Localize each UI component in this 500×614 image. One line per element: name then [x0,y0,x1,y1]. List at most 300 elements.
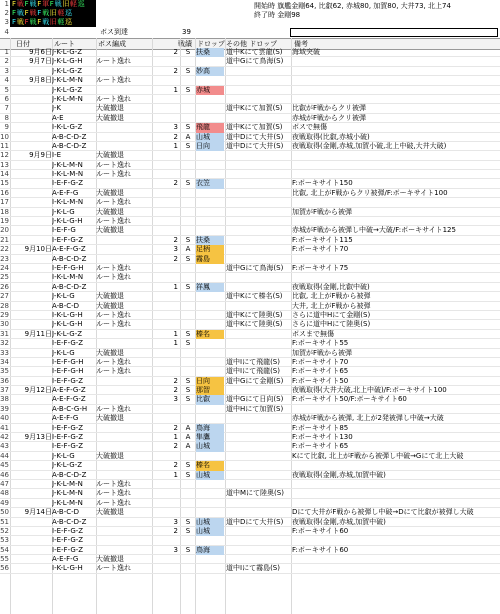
date-cell[interactable]: 9月11日 [24,329,52,338]
table-row[interactable] [0,461,500,470]
boss-formation-cell[interactable]: 大破撤退 [96,348,124,357]
route-cell[interactable]: J-K-L-M-N [52,76,83,85]
table-row[interactable] [0,264,500,273]
boss-formation-cell[interactable]: ルート逸れ [96,57,131,66]
selected-cell-box[interactable] [290,28,498,37]
notes-cell[interactable]: 夜戦取得(金剛,赤城,加賀小破,北上中破,大井大破) [292,141,447,150]
result-cell[interactable]: 1 [173,85,178,94]
table-row[interactable] [0,442,500,451]
col-drop[interactable]: ドロップ [197,40,225,48]
route-cell[interactable]: A-E-F-G [52,555,79,564]
row-number: 3 [4,18,9,26]
route-cell[interactable]: I-E-F-G-Z [52,536,84,545]
notes-cell[interactable]: 海域突破 [292,48,320,56]
table-row[interactable] [0,339,500,348]
route-cell[interactable]: J-K-L-M-N [52,94,83,103]
notes-cell[interactable]: 比叡, 北上がF戦から被弾 [292,292,371,301]
other-drop-cell[interactable]: 道中Dにて大井(S) [226,132,284,141]
other-drop-cell[interactable]: 道中Dにて大井(S) [226,141,284,150]
rank-cell[interactable]: S [185,461,191,470]
rank-cell[interactable]: S [185,395,191,404]
row-number: 4 [4,28,9,36]
col-route[interactable]: ルート [54,40,75,48]
route-cell[interactable]: J-K-L-G-H [52,57,83,66]
rank-cell[interactable]: S [185,329,191,338]
route-cell[interactable]: I-K-L-G-H [52,564,83,573]
other-drop-cell[interactable]: 道中Iにて飛龍(S) [226,357,280,366]
route-cell[interactable]: J-K-L-G-Z [52,66,83,75]
table-row[interactable] [0,480,500,489]
date-cell[interactable]: 9月10日 [24,245,52,254]
table-row[interactable] [0,273,500,282]
other-drop-cell[interactable]: 道中Kにて加賀(S) [226,123,283,132]
rank-cell[interactable]: A [185,132,191,141]
notes-cell[interactable]: 赤城がF戦からクリ被弾 [292,113,367,122]
route-cell[interactable]: I-K-L-M-N [52,273,84,282]
col-notes[interactable]: 備考 [294,40,308,48]
other-drop-cell[interactable]: 道中Gにて鳥海(S) [226,263,284,272]
notes-cell[interactable]: ボスまで無傷 [292,329,334,338]
table-row[interactable] [0,76,500,85]
notes-cell[interactable]: 夜戦取得(金剛,比叡中破) [292,282,370,291]
date-cell[interactable]: 9月13日 [24,433,52,442]
rank-cell[interactable]: A [185,423,191,432]
route-cell[interactable]: A-E-F-G-Z [52,386,86,395]
other-drop-cell[interactable]: 道中Gにて金剛(S) [226,376,284,385]
rank-cell[interactable]: A [185,245,191,254]
boss-formation-cell[interactable]: 大破撤退 [96,113,124,122]
result-cell[interactable]: 3 [173,123,178,132]
notes-cell[interactable]: 比叡, 北上がF戦からクリ被弾/F:ボーキサイト100 [292,188,448,197]
result-cell[interactable]: 1 [173,339,178,348]
notes-cell[interactable]: 比叡がF戦からクリ被弾 [292,104,367,113]
drop-cell[interactable]: 那智 [196,386,224,395]
result-cell[interactable]: 3 [173,517,178,526]
route-cell[interactable]: A-B-C-D-Z [52,282,87,291]
boss-formation-cell[interactable]: ルート逸れ [96,367,131,376]
table-row[interactable] [0,95,500,104]
notes-cell[interactable]: F:ボーキサイト65 [292,442,349,451]
rank-cell[interactable]: S [185,470,191,479]
result-cell[interactable]: 2 [173,461,178,470]
boss-formation-cell[interactable]: ルート逸れ [96,489,131,498]
boss-formation-cell[interactable]: ルート逸れ [96,564,131,573]
notes-cell[interactable]: Kにて比叡, 北上がF戦から被弾し中破→Gにて北上大破 [292,451,464,460]
route-cell[interactable]: A-B-C-D-Z [52,141,87,150]
table-row[interactable] [0,236,500,245]
boss-formation-cell[interactable]: 大破撤退 [96,207,124,216]
boss-formation-cell[interactable]: ルート逸れ [96,357,131,366]
route-cell[interactable]: I-E-F-G [52,226,76,235]
route-cell[interactable]: A-E-F-G [52,188,79,197]
boss-formation-cell[interactable]: ルート逸れ [96,263,131,272]
fleet-strip-char: F [37,0,42,8]
boss-formation-cell[interactable]: 大破撤退 [96,414,124,423]
table-row[interactable] [0,208,500,217]
route-cell[interactable]: J-K-L-G [52,348,75,357]
drop-cell[interactable]: 鳥海 [196,424,224,433]
route-cell[interactable]: A-B-C-G-H [52,404,88,413]
table-row[interactable] [0,386,500,395]
route-cell[interactable]: J-K-L-G-Z [52,48,83,56]
rank-cell[interactable]: A [185,433,191,442]
rank-cell[interactable]: S [185,386,191,395]
table-row[interactable] [0,179,500,188]
rank-cell[interactable]: S [185,123,191,132]
drop-cell[interactable]: 足柄 [196,245,224,254]
col-boss-formation[interactable]: ボス編成 [98,40,126,48]
notes-cell[interactable]: 夜戦取得(金剛,赤城,加賀中破) [292,517,386,526]
col-date[interactable]: 日付 [16,40,30,48]
route-cell[interactable]: I-E-F-G-Z [52,442,84,451]
result-cell[interactable]: 2 [173,526,178,535]
table-row[interactable] [0,424,500,433]
table-row[interactable] [0,395,500,404]
table-row[interactable] [0,86,500,95]
result-cell[interactable]: 1 [173,329,178,338]
boss-formation-cell[interactable]: ルート逸れ [96,320,131,329]
drop-cell[interactable]: 飛龍 [196,123,224,132]
boss-formation-cell[interactable]: 大破撤退 [96,508,124,517]
notes-cell[interactable]: F:ボーキサイト60 [292,545,349,554]
boss-formation-cell[interactable]: ルート逸れ [96,217,131,226]
boss-formation-cell[interactable]: ルート逸れ [96,498,131,507]
table-row[interactable] [0,499,500,508]
col-other-drop[interactable]: その他 ドロップ [226,40,278,48]
table-row[interactable] [0,471,500,480]
table-row[interactable] [0,245,500,254]
drop-cell[interactable]: 榛名 [196,461,224,470]
table-row[interactable] [0,255,500,264]
result-cell[interactable]: 2 [173,66,178,75]
boss-formation-cell[interactable]: 大破撤退 [96,151,124,160]
table-row[interactable] [0,302,500,311]
table-row[interactable] [0,527,500,536]
route-cell[interactable]: J-K-L-M-N [52,498,83,507]
table-row[interactable] [0,114,500,123]
notes-cell[interactable]: F:ボーキサイト65 [292,367,349,376]
notes-cell[interactable]: 加賀がF戦から被弾 [292,207,353,216]
date-cell[interactable]: 9月8日 [29,76,52,85]
route-cell[interactable]: A-B-C-D-Z [52,254,87,263]
row-number: 5 [4,85,9,94]
notes-cell[interactable]: F:ボーキサイト70 [292,245,349,254]
row-number: 14 [0,170,9,179]
other-drop-cell[interactable]: 道中Kにて加賀(S) [226,104,283,113]
table-row[interactable] [0,123,500,132]
drop-cell[interactable]: 山城 [196,133,224,142]
notes-cell[interactable]: F:ボーキサイト50/F:ボーキサイト60 [292,395,407,404]
route-cell[interactable]: I-E-F-G-H [52,367,84,376]
col-result[interactable]: 戦績 [178,40,192,48]
route-cell[interactable]: I-K-L-G-Z [52,123,83,132]
route-cell[interactable]: I-E-F-G-Z [52,433,84,442]
table-row[interactable] [0,508,500,517]
drop-cell[interactable]: 扶桑 [196,236,224,245]
notes-cell[interactable]: さらに道中Hにて陸奥(S) [292,320,371,329]
table-row[interactable] [0,189,500,198]
table-row[interactable] [0,546,500,555]
boss-formation-cell[interactable]: 大破撤退 [96,226,124,235]
drop-cell[interactable]: 山城 [196,518,224,527]
route-cell[interactable]: A-B-C-D [52,508,80,517]
table-row[interactable] [0,133,500,142]
result-cell[interactable]: 3 [173,245,178,254]
boss-formation-cell[interactable]: ルート逸れ [96,160,131,169]
drop-cell[interactable]: 日向 [196,377,224,386]
drop-cell[interactable]: 山城 [196,442,224,451]
result-cell[interactable]: 2 [173,376,178,385]
route-cell[interactable]: A-B-C-D-Z [52,517,87,526]
boss-formation-cell[interactable]: 大破撤退 [96,451,124,460]
other-drop-cell[interactable]: 道中Hにて加賀(S) [226,404,284,413]
notes-cell[interactable]: 赤城がF戦から被弾し中破→大破/F:ボーキサイト125 [292,226,456,235]
table-row[interactable] [0,518,500,527]
row-number: 33 [0,348,9,357]
drop-cell[interactable]: 妙高 [196,67,224,76]
result-cell[interactable]: 2 [173,442,178,451]
boss-formation-cell[interactable]: ルート逸れ [96,404,131,413]
notes-cell[interactable]: 夜戦取得(比叡,赤城小破) [292,132,370,141]
table-row[interactable] [0,536,500,545]
route-cell[interactable]: A-B-C-D [52,301,80,310]
drop-cell[interactable]: 鳥海 [196,546,224,555]
route-cell[interactable]: I-E-F-G-H [52,357,84,366]
route-cell[interactable]: J-K-L-G [52,292,75,301]
table-row[interactable] [0,555,500,564]
boss-formation-cell[interactable]: ルート逸れ [96,273,131,282]
row-number: 3 [4,66,9,75]
boss-formation-cell[interactable]: ルート逸れ [96,479,131,488]
other-drop-cell[interactable]: 道中Iにて飛龍(S) [226,367,280,376]
route-cell[interactable]: I-E-F-G-Z [52,179,84,188]
date-cell[interactable]: 9月6日 [29,48,52,56]
result-cell[interactable]: 2 [173,48,178,56]
date-cell[interactable]: 9月12日 [24,386,52,395]
result-cell[interactable]: 1 [173,433,178,442]
route-cell[interactable]: J-K-L-G [52,207,75,216]
other-drop-cell[interactable]: 道中Iにて霧島(S) [226,564,280,573]
boss-formation-cell[interactable]: 大破撤退 [96,555,124,564]
table-row[interactable] [0,161,500,170]
route-cell[interactable]: I-E-F-G-Z [52,376,84,385]
table-row[interactable] [0,320,500,329]
table-row[interactable] [0,67,500,76]
route-cell[interactable]: J-K [52,104,61,113]
notes-cell[interactable]: F:ボーキサイト85 [292,423,349,432]
table-row[interactable] [0,433,500,442]
route-cell[interactable]: A-B-C-D-Z [52,470,87,479]
rank-cell[interactable]: S [185,85,191,94]
notes-cell[interactable]: F:ボーキサイト60 [292,526,349,535]
boss-formation-cell[interactable]: 大破撤退 [96,104,124,113]
table-row[interactable] [0,564,500,573]
route-cell[interactable]: I-E-F-G-Z [52,545,84,554]
notes-cell[interactable]: F:ボーキサイト70 [292,357,349,366]
rank-cell[interactable]: S [185,141,191,150]
rank-cell[interactable]: S [185,48,191,56]
route-cell[interactable]: A-E [52,113,64,122]
route-cell[interactable]: I-E-F-G-Z [52,423,84,432]
route-cell[interactable]: J-K-L-G-H [52,217,83,226]
rank-cell[interactable]: S [185,517,191,526]
route-cell[interactable]: A-E-F-G-Z [52,395,86,404]
other-drop-cell[interactable]: 道中Dにて大井(S) [226,517,284,526]
table-row[interactable] [0,349,500,358]
result-cell[interactable]: 1 [173,141,178,150]
drop-cell[interactable]: 赤城 [196,86,224,95]
table-row[interactable] [0,489,500,498]
notes-cell[interactable]: 赤城がF戦から被弾, 北上が2発被弾し中破→大破 [292,414,444,423]
route-cell[interactable]: I-K-L-M-N [52,170,84,179]
other-drop-cell[interactable]: 道中Gにて鳥海(S) [226,57,284,66]
boss-formation-cell[interactable]: 大破撤退 [96,188,124,197]
route-cell[interactable]: I-E [52,151,62,160]
table-row[interactable] [0,48,500,57]
result-cell[interactable]: 2 [173,423,178,432]
notes-cell[interactable]: F:ボーキサイト115 [292,235,353,244]
date-cell[interactable]: 9月9日 [29,151,52,160]
route-cell[interactable]: J-K-L-G-H [52,320,83,329]
route-cell[interactable]: A-E-F-G [52,414,79,423]
boss-formation-cell[interactable]: ルート逸れ [96,76,131,85]
drop-cell[interactable]: 比叡 [196,395,224,404]
other-drop-cell[interactable]: 道中Kにて陸奥(S) [226,320,283,329]
drop-cell[interactable]: 榛名 [196,330,224,339]
notes-cell[interactable]: Dにて大井がF戦から被弾し中破→Dにて比叡が被弾し大破 [292,508,474,517]
boss-formation-cell[interactable]: ルート逸れ [96,310,131,319]
result-cell[interactable]: 2 [173,254,178,263]
drop-cell[interactable]: 霧島 [196,255,224,264]
route-cell[interactable]: I-K-L-G-H [52,310,83,319]
other-drop-cell[interactable]: 道中Mにて陸奥(S) [226,489,284,498]
notes-cell[interactable]: 夜戦取得(金剛,赤城,加賀中破) [292,470,386,479]
table-row[interactable] [0,377,500,386]
notes-cell[interactable]: 夜戦取得(大井大破,北上中破)/F:ボーキサイト100 [292,386,447,395]
rank-cell[interactable]: S [185,339,191,348]
table-row[interactable] [0,452,500,461]
boss-formation-cell[interactable]: ルート逸れ [96,94,131,103]
fleet-strip-char: 巡 [65,18,72,26]
drop-cell[interactable]: 衣笠 [196,179,224,188]
rank-cell[interactable]: A [185,442,191,451]
notes-cell[interactable]: F:ボーキサイト130 [292,433,353,442]
rank-cell[interactable]: S [185,376,191,385]
route-cell[interactable]: I-E-F-G-H [52,263,84,272]
table-row[interactable] [0,217,500,226]
result-cell[interactable]: 2 [173,179,178,188]
date-cell[interactable]: 9月14日 [24,508,52,517]
rank-cell[interactable]: S [185,235,191,244]
date-cell[interactable]: 9月7日 [29,57,52,66]
route-cell[interactable]: I-E-F-G-Z [52,526,84,535]
table-row[interactable] [0,405,500,414]
notes-cell[interactable]: F:ボーキサイト55 [292,339,349,348]
rank-cell[interactable]: S [185,66,191,75]
table-row[interactable] [0,57,500,66]
result-cell[interactable]: 2 [173,386,178,395]
notes-cell[interactable]: 大井, 北上がF戦から被弾 [292,301,371,310]
rank-cell[interactable]: S [185,545,191,554]
route-cell[interactable]: J-K-L-M-N [52,160,83,169]
fleet-strip-char: F [24,18,29,26]
drop-cell[interactable]: 山城 [196,527,224,536]
drop-cell[interactable]: 祥鳳 [196,283,224,292]
route-cell[interactable]: J-K-L-G-Z [52,85,83,94]
drop-cell[interactable]: 日向 [196,142,224,151]
notes-cell[interactable]: F:ボーキサイト150 [292,179,353,188]
route-cell[interactable]: J-K-L-G [52,451,75,460]
row-number: 9 [4,123,9,132]
result-cell[interactable]: 2 [173,132,178,141]
drop-cell[interactable]: 山城 [196,471,224,480]
rank-cell[interactable]: S [185,526,191,535]
table-row[interactable] [0,151,500,160]
table-row[interactable] [0,283,500,292]
table-row[interactable] [0,104,500,113]
boss-formation-cell[interactable]: ルート逸れ [96,170,131,179]
result-cell[interactable]: 1 [173,282,178,291]
start-fleet-info: 開始時 旗艦金剛64, 比叡62, 赤城80, 加賀80, 大井73, 北上74 [254,2,451,10]
rank-cell[interactable]: S [185,179,191,188]
drop-cell[interactable]: 隼鷹 [196,433,224,442]
table-row[interactable] [0,142,500,151]
other-drop-cell[interactable]: 道中Gにて日向(S) [226,395,284,404]
route-cell[interactable]: A-E-F-G-Z [52,245,86,254]
route-cell[interactable]: J-K-L-G-Z [52,329,83,338]
other-drop-cell[interactable]: 道中Kにて雲龍(S) [226,48,283,56]
table-row[interactable] [0,330,500,339]
route-cell[interactable]: J-K-L-M-N [52,489,83,498]
rank-cell[interactable]: S [185,282,191,291]
fleet-strip-char: 戦 [17,0,24,8]
result-cell[interactable]: 3 [173,545,178,554]
other-drop-cell[interactable]: 道中Kにて陸奥(S) [226,310,283,319]
route-cell[interactable]: I-K-L-M-N [52,198,84,207]
notes-cell[interactable]: ボスで無傷 [292,123,327,132]
table-row[interactable] [0,311,500,320]
row-number: 4 [4,76,9,85]
result-cell[interactable]: 1 [173,470,178,479]
table-row[interactable] [0,226,500,235]
table-row[interactable] [0,170,500,179]
result-cell[interactable]: 3 [173,395,178,404]
boss-formation-cell[interactable]: 大破撤退 [96,301,124,310]
table-row[interactable] [0,367,500,376]
route-cell[interactable]: J-K-L-M-N [52,479,83,488]
result-cell[interactable]: 2 [173,235,178,244]
table-row[interactable] [0,292,500,301]
boss-formation-cell[interactable]: 大破撤退 [96,292,124,301]
table-row[interactable] [0,358,500,367]
table-row[interactable] [0,198,500,207]
row-number: 46 [0,470,9,479]
route-cell[interactable]: I-E-F-G-Z [52,235,84,244]
table-row[interactable] [0,414,500,423]
notes-cell[interactable]: 加賀がF戦から被弾 [292,348,353,357]
notes-cell[interactable]: さらに道中Hにて金剛(S) [292,310,371,319]
notes-cell[interactable]: F:ボーキサイト75 [292,263,349,272]
route-cell[interactable]: I-E-F-G-Z [52,339,84,348]
other-drop-cell[interactable]: 道中Kにて榛名(S) [226,292,283,301]
rank-cell[interactable]: S [185,254,191,263]
boss-formation-cell[interactable]: ルート逸れ [96,198,131,207]
drop-cell[interactable]: 扶桑 [196,48,224,57]
notes-cell[interactable]: F:ボーキサイト50 [292,376,349,385]
row-number: 37 [0,386,9,395]
route-cell[interactable]: J-K-L-G-Z [52,461,83,470]
route-cell[interactable]: A-B-C-D-Z [52,132,87,141]
